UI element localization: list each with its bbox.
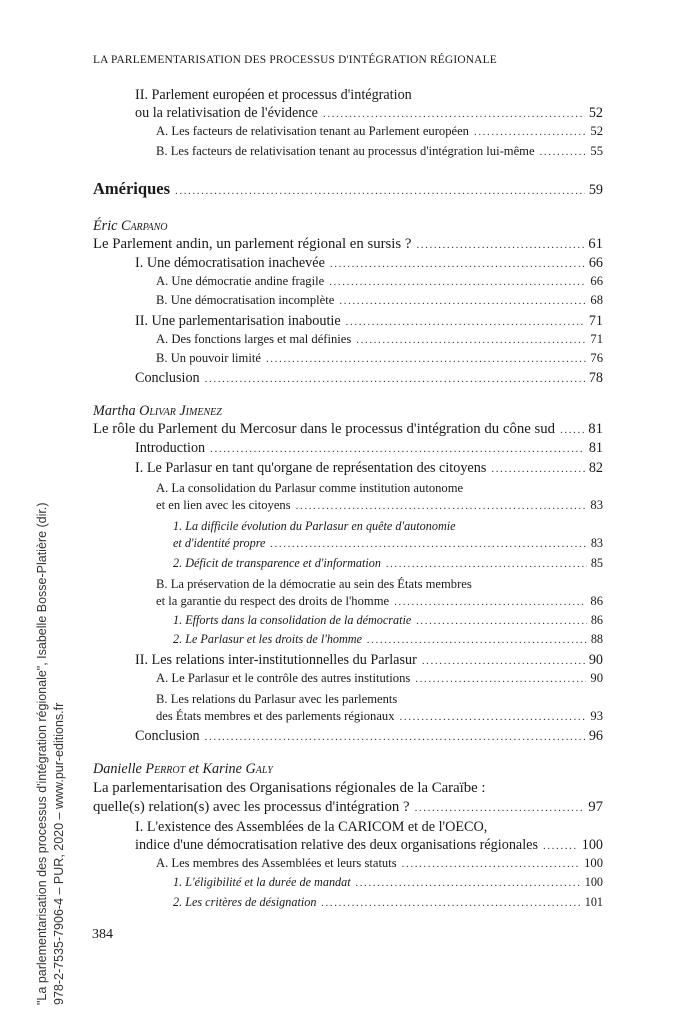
toc-entry: 2. Le Parlasur et les droits de l'homme ..... 88	[173, 632, 603, 651]
page-ref: 52	[590, 124, 603, 139]
toc-line: A. La consolidation du Parlasur comme institution autonome	[156, 480, 464, 495]
running-header: LA PARLEMENTARISATION DES PROCESSUS D'INTÉGRATION RÉGIONALE	[93, 54, 497, 66]
page-ref: 52	[588, 105, 603, 122]
toc-entry: A. Le Parlasur et le contrôle des autres institutions ..... 90	[156, 671, 603, 690]
page-number: 384	[92, 927, 113, 942]
chapter-title: quelle(s) relation(s) avec les processus d'intégration ? ..... 97	[93, 799, 603, 818]
toc-line: B. Les relations du Parlasur avec les parlements	[156, 691, 398, 706]
chapter-title: La parlementarisation des Organisations régionales de la Caraïbe :	[93, 780, 486, 797]
toc-entry: et en lien avec les citoyens ..... 83	[156, 498, 603, 517]
toc-entry: II. Une parlementarisation inaboutie ..... 71	[135, 313, 603, 332]
toc-line: B. La préservation de la démocratie au sein des États membres	[156, 576, 472, 591]
toc-line: I. L'existence des Assemblées de la CARICOM et de l'OECO,	[135, 818, 488, 835]
toc-entry: I. Une démocratisation inachevée ..... 66	[135, 255, 603, 274]
citation-line: "La parlementarisation des processus d'intégration régionale", Isabelle Bosse-Platière (dir.)	[35, 502, 49, 1005]
chapter-title: Le rôle du Parlement du Mercosur dans le processus d'intégration du cône sud ..... 81	[93, 421, 603, 440]
toc-line: II. Parlement européen et processus d'intégration	[135, 87, 412, 103]
page-ref: 61	[588, 235, 603, 252]
chapter-author: Danielle Perrot et Karine Galy	[93, 761, 273, 778]
toc-entry: indice d'une démocratisation relative des deux organisations régionales ..... 100	[135, 837, 603, 856]
toc-entry: A. Des fonctions larges et mal définies ..... 71	[156, 332, 603, 351]
toc-entry: B. Un pouvoir limité ..... 76	[156, 351, 603, 370]
side-citation	[0, 0, 66, 1018]
toc-entry: et la garantie du respect des droits de l'homme ..... 86	[156, 594, 603, 613]
toc-entry: Introduction ..... 81	[135, 440, 603, 459]
toc-entry: A. Une démocratie andine fragile ..... 66	[156, 274, 603, 293]
toc-line: 1. La difficile évolution du Parlasur en quête d'autonomie	[173, 519, 456, 534]
chapter-author: Éric Carpano	[93, 217, 168, 234]
toc-entry: 1. L'éligibilité et la durée de mandat ..... 100	[173, 875, 603, 894]
isbn-line: 978-2-7535-7906-4 – PUR, 2020 – www.pur-editions.fr	[52, 702, 66, 1005]
toc-entry: ou la relativisation de l'évidence ..... 52	[135, 105, 603, 124]
toc-entry: B. Les facteurs de relativisation tenant au processus d'intégration lui-même ..... 55	[156, 144, 603, 163]
chapter-title: Le Parlement andin, un parlement régional en sursis ? ..... 61	[93, 236, 603, 255]
section-heading: Amériques ..... 59	[93, 179, 603, 201]
page-ref: 55	[590, 143, 603, 158]
toc-entry: B. Une démocratisation incomplète ..... 68	[156, 293, 603, 312]
toc-entry: A. Les facteurs de relativisation tenant au Parlement européen ..... 52	[156, 124, 603, 143]
toc-entry: A. Les membres des Assemblées et leurs statuts ..... 100	[156, 856, 603, 875]
toc-entry: 2. Les critères de désignation ..... 101	[173, 895, 603, 914]
table-of-contents	[93, 86, 603, 914]
toc-entry: Conclusion ..... 96	[135, 728, 603, 747]
toc-entry: Conclusion ..... 78	[135, 370, 603, 389]
toc-entry: II. Les relations inter-institutionnelles du Parlasur ..... 90	[135, 652, 603, 671]
toc-entry: 1. Efforts dans la consolidation de la démocratie ..... 86	[173, 613, 603, 632]
page-ref: 59	[588, 181, 603, 198]
chapter-author: Martha Olivar Jimenez	[93, 403, 222, 420]
toc-entry: 2. Déficit de transparence et d'information ..... 85	[173, 556, 603, 575]
toc-entry: et d'identité propre ..... 83	[173, 536, 603, 555]
toc-entry: I. Le Parlasur en tant qu'organe de représentation des citoyens ..... 82	[135, 460, 603, 479]
toc-entry: des États membres et des parlements régionaux ..... 93	[156, 709, 603, 728]
